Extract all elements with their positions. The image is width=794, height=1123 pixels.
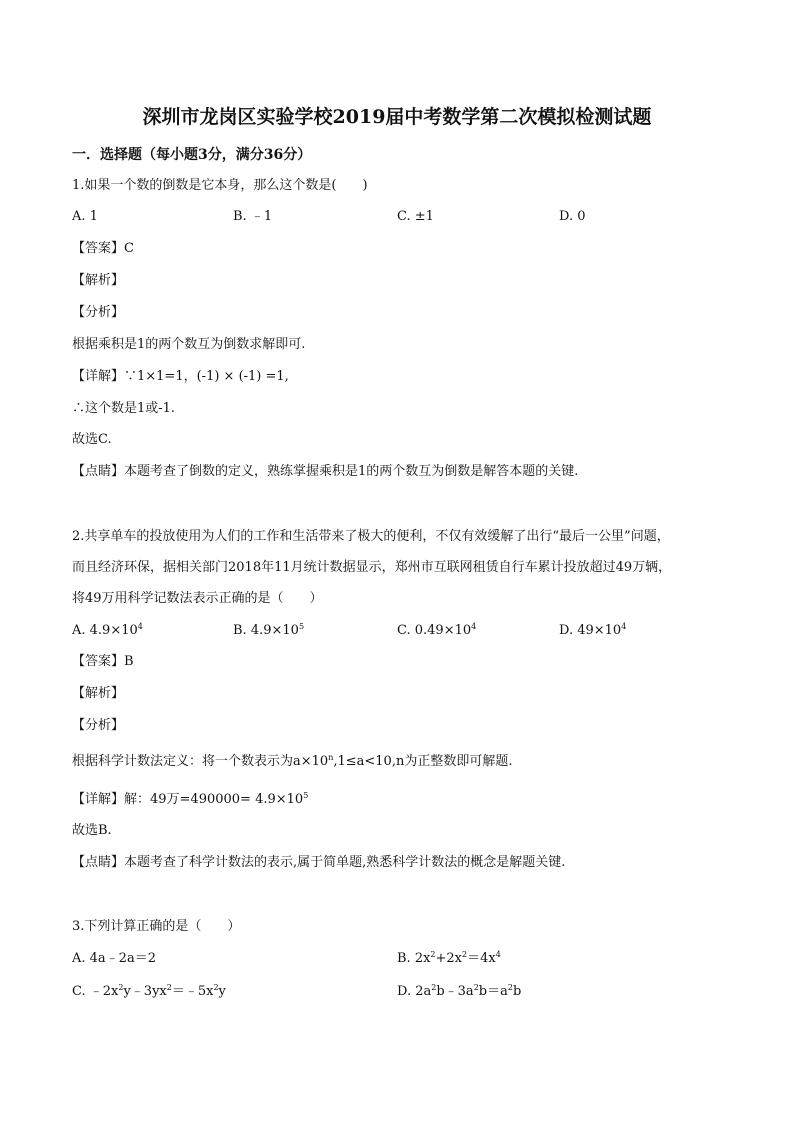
q3-c-4: y: [218, 984, 226, 999]
q3-option-a: A. 4a﹣2a＝2: [72, 951, 156, 966]
q2-analysis-text-b: ,1≤a<10,n为正整数即可解题.: [333, 754, 513, 769]
section-heading: 一．选择题（每小题3分，满分36分）: [72, 147, 312, 163]
question-3-stem: 3.下列计算正确的是（ ）: [72, 919, 241, 934]
q1-choose: 故选C.: [72, 432, 112, 447]
q2-option-a-text: A. 4.9×10: [72, 623, 138, 638]
q3-d-4: b: [512, 984, 522, 999]
question-2-stem-line1: 2.共享单车的投放使用为人们的工作和生活带来了极大的便利，不仅有效缓解了出行“最后一公里”问题，: [72, 529, 670, 544]
q2-analysis-text: [72, 753, 512, 771]
q2-analysis-exp: n: [328, 753, 334, 762]
q2-option-b: [233, 622, 304, 640]
q1-detail: 【详解】∵1×1=1，(-1) × (-1) =1,: [72, 369, 289, 384]
q2-analysis-text-a: 根据科学计数法定义：将一个数表示为a×10: [72, 754, 329, 769]
q3-d-3: b＝a: [478, 984, 508, 999]
q3-option-c: [72, 983, 226, 1001]
question-2-stem-line2: 而且经济环保，据相关部门2018年11月统计数据显示，郑州市互联网租赁自行车累计投放超过49万辆，: [72, 560, 672, 575]
q3-c-e2: 2: [166, 983, 172, 992]
q3-d-e2: 2: [473, 983, 479, 992]
q2-answer: 【答案】B: [72, 654, 134, 669]
q3-b-1: B. 2x: [397, 951, 431, 966]
q3-b-e1: 2: [430, 950, 436, 959]
q2-option-b-exp: 5: [298, 622, 305, 631]
q3-option-d: [397, 983, 521, 1001]
q1-detail-line2: ∴这个数是1或-1.: [72, 401, 176, 416]
q3-b-3: ＝4x: [467, 951, 496, 966]
q2-detail-text: 【详解】解：49万=490000= 4.9×10: [72, 792, 304, 807]
q2-option-c: [397, 622, 476, 640]
q2-detail-exp: 5: [303, 791, 309, 800]
q3-d-2: b﹣3a: [436, 984, 474, 999]
q2-comment: 【点睛】本题考查了科学计数法的表示,属于简单题,熟悉科学计数法的概念是解题关键.: [72, 855, 566, 870]
q2-option-d: [559, 622, 626, 640]
q1-option-d: D. 0: [559, 209, 586, 224]
q3-c-3: ＝﹣5x: [171, 984, 214, 999]
q3-d-e3: 2: [507, 983, 513, 992]
q3-c-e3: 2: [213, 983, 219, 992]
q3-c-2: y﹣3yx: [123, 984, 167, 999]
q3-c-e1: 2: [118, 983, 124, 992]
q1-option-a: A. 1: [72, 209, 98, 224]
q3-d-e1: 2: [431, 983, 437, 992]
q1-answer: 【答案】C: [72, 241, 134, 256]
q3-c-1: C. ﹣2x: [72, 984, 119, 999]
q3-option-b: [397, 950, 501, 968]
q3-d-1: D. 2a: [397, 984, 432, 999]
page-title: 深圳市龙岗区实验学校2019届中考数学第二次模拟检测试题: [142, 106, 652, 128]
q2-option-a-exp: 4: [137, 622, 143, 631]
q2-option-c-text: C. 0.49×10: [397, 623, 472, 638]
question-1-stem: 1.如果一个数的倒数是它本身，那么这个数是( ): [72, 178, 368, 193]
q3-b-e3: 4: [495, 950, 501, 959]
q2-option-a: [72, 622, 143, 640]
q1-fenxi-label: 【分析】: [72, 305, 125, 320]
q2-jiexi-label: 【解析】: [72, 686, 125, 701]
question-2-stem-line3: 将49万用科学记数法表示正确的是（ ）: [72, 591, 323, 606]
q2-detail: [72, 791, 308, 809]
q1-option-b: B. ﹣1: [233, 209, 273, 224]
q1-analysis-text: 根据乘积是1的两个数互为倒数求解即可.: [72, 337, 306, 352]
q2-option-d-exp: 4: [621, 622, 627, 631]
q3-b-2: +2x: [435, 951, 463, 966]
q2-fenxi-label: 【分析】: [72, 718, 125, 733]
q1-comment: 【点睛】本题考查了倒数的定义，熟练掌握乘积是1的两个数互为倒数是解答本题的关键.: [72, 464, 579, 479]
q1-option-c: C. ±1: [397, 209, 434, 224]
q1-jiexi-label: 【解析】: [72, 273, 125, 288]
q2-choose: 故选B.: [72, 823, 112, 838]
q2-option-d-text: D. 49×10: [559, 623, 622, 638]
q3-b-e2: 2: [462, 950, 468, 959]
q2-option-c-exp: 4: [471, 622, 477, 631]
q2-option-b-text: B. 4.9×10: [233, 623, 299, 638]
